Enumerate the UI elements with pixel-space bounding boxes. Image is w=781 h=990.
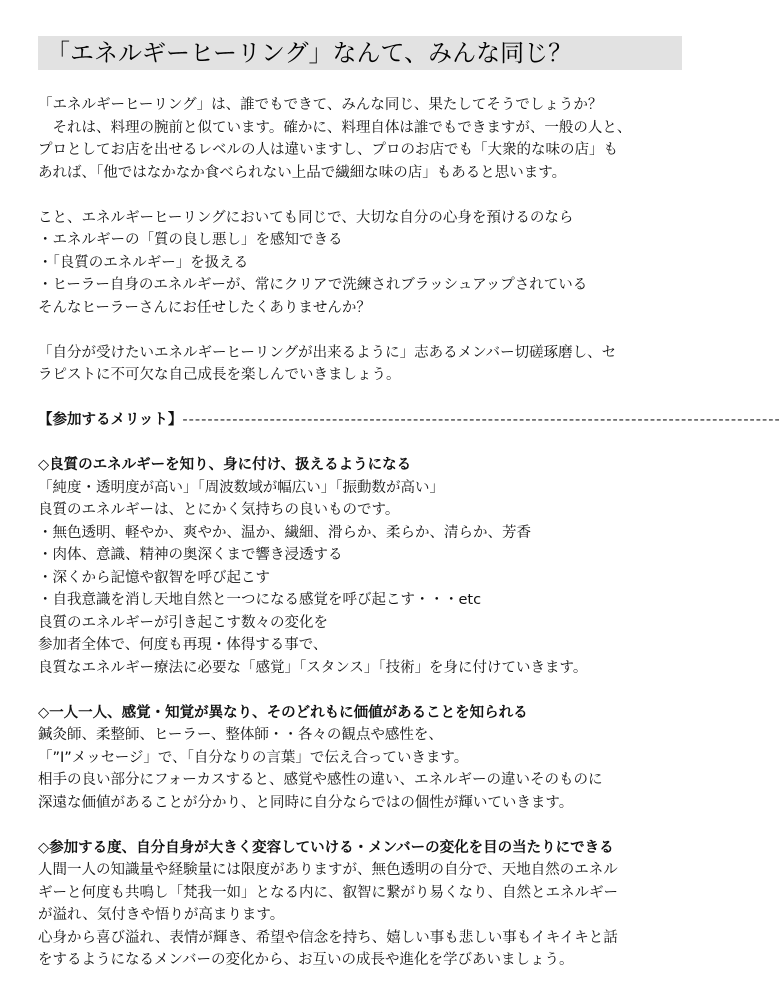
invitation-paragraph xyxy=(38,342,686,387)
merit-1 xyxy=(38,454,686,679)
merit-section-header xyxy=(38,409,781,432)
merit-header-divider: ------------------------------------------------------------------------------------------------ xyxy=(182,412,781,428)
merit-line: ギーと何度も共鳴し「梵我一如」となる内に、叡智に繋がり易くなり、自然とエネルギー xyxy=(38,884,618,901)
merit-line: 参加者全体で、何度も再現・体得する事で、 xyxy=(38,637,328,653)
merit-3 xyxy=(38,837,686,972)
intro-line: あれば、「他ではなかなか食べられない上品で繊細な味の店」もあると思います。 xyxy=(38,164,567,181)
merit-line: 「”I”メッセージ」で、「自分なりの言葉」で伝え合っていきます。 xyxy=(38,749,469,766)
intro-line: それは、料理の腕前と似ています。確かに、料理自体は誰でもできますが、一般の人と、 xyxy=(38,119,632,136)
merit-line: 良質のエネルギーは、とにかく気持ちの良いものです。 xyxy=(38,502,400,518)
merit-line: 良質なエネルギー療法に必要な「感覚」「スタンス」「技術」を身に付けていきます。 xyxy=(38,659,588,676)
merit-line: 鍼灸師、柔整師、ヒーラー、整体師・・各々の観点や感性を、 xyxy=(38,727,443,743)
bullet-item: ・自我意識を消し天地自然と一つになる感覚を呼び起こす・・・etc xyxy=(38,592,482,608)
merit-header-label: 【参加するメリット】 xyxy=(38,412,183,428)
bullet-item: ・「良質のエネルギー」を扱える xyxy=(38,254,249,271)
merit-line: 相手の良い部分にフォーカスすると、感覚や感性の違い、エネルギーの違いそのものに xyxy=(38,772,603,788)
title-bar xyxy=(38,36,682,70)
bullet-item: ・肉体、意識、精神の奥深くまで響き浸透する xyxy=(38,547,343,563)
merit-line: 良質のエネルギーが引き起こす数々の変化を xyxy=(38,614,328,631)
merit-2 xyxy=(38,702,686,815)
intro-line: 「エネルギーヒーリング」は、誰でもできて、みんな同じ、果たしてそうでしょうか？ xyxy=(38,97,603,113)
merit-heading: ◇良質のエネルギーを知り、身に付け、扱えるようになる xyxy=(38,457,412,473)
document-body xyxy=(38,94,781,972)
intro-line: プロとしてお店を出せるレベルの人は違いますし、プロのお店でも「大衆的な味の店」も xyxy=(38,142,618,158)
bullet-item: ・深くから記憶や叡智を呼び起こす xyxy=(38,569,270,586)
merit-heading: ◇一人一人、感覚・知覚が異なり、そのどれもに価値があることを知られる xyxy=(38,704,528,721)
paragraph-line: 「自分が受けたいエネルギーヒーリングが出来るように」志あるメンバー切磋琢磨し、セ xyxy=(38,344,617,361)
healer-qualities-paragraph xyxy=(38,207,686,320)
paragraph-line: こと、エネルギーヒーリングにおいても同じで、大切な自分の心身を預けるのなら xyxy=(38,209,574,226)
paragraph-line: そんなヒーラーさんにお任せしたくありませんか？ xyxy=(38,299,371,316)
bullet-item: ・エネルギーの「質の良し悪し」を感知できる xyxy=(38,232,343,248)
intro-paragraph xyxy=(38,94,686,184)
merit-line: 深遠な価値があることが分かり、と同時に自分ならではの個性が輝いていきます。 xyxy=(38,794,574,811)
merit-heading: ◇参加する度、自分自身が大きく変容していける・メンバーの変化を目の当たりにできる xyxy=(38,839,614,856)
merit-line: 心身から喜び溢れ、表情が輝き、希望や信念を持ち、嬉しい事も悲しい事もイキイキと話 xyxy=(38,929,618,946)
page-title: 「エネルギーヒーリング」なんて、みんな同じ？ xyxy=(46,39,573,67)
bullet-item: ・無色透明、軽やか、爽やか、温か、繊細、滑らか、柔らか、清らか、芳香 xyxy=(38,524,531,541)
paragraph-line: ラピストに不可欠な自己成長を楽しんでいきましょう。 xyxy=(38,367,401,383)
merit-line: 人間一人の知識量や経験量には限度がありますが、無色透明の自分で、天地自然のエネル xyxy=(38,862,618,878)
merit-line: をするようになるメンバーの変化から、お互いの成長や進化を学びあいましょう。 xyxy=(38,952,574,968)
bullet-item: ・ヒーラー自身のエネルギーが、常にクリアで洗練されブラッシュアップされている xyxy=(38,277,588,293)
merit-line: 「純度・透明度が高い」「周波数域が幅広い」「振動数が高い」 xyxy=(38,479,444,496)
merit-line: が溢れ、気付きや悟りが高まります。 xyxy=(38,907,285,923)
